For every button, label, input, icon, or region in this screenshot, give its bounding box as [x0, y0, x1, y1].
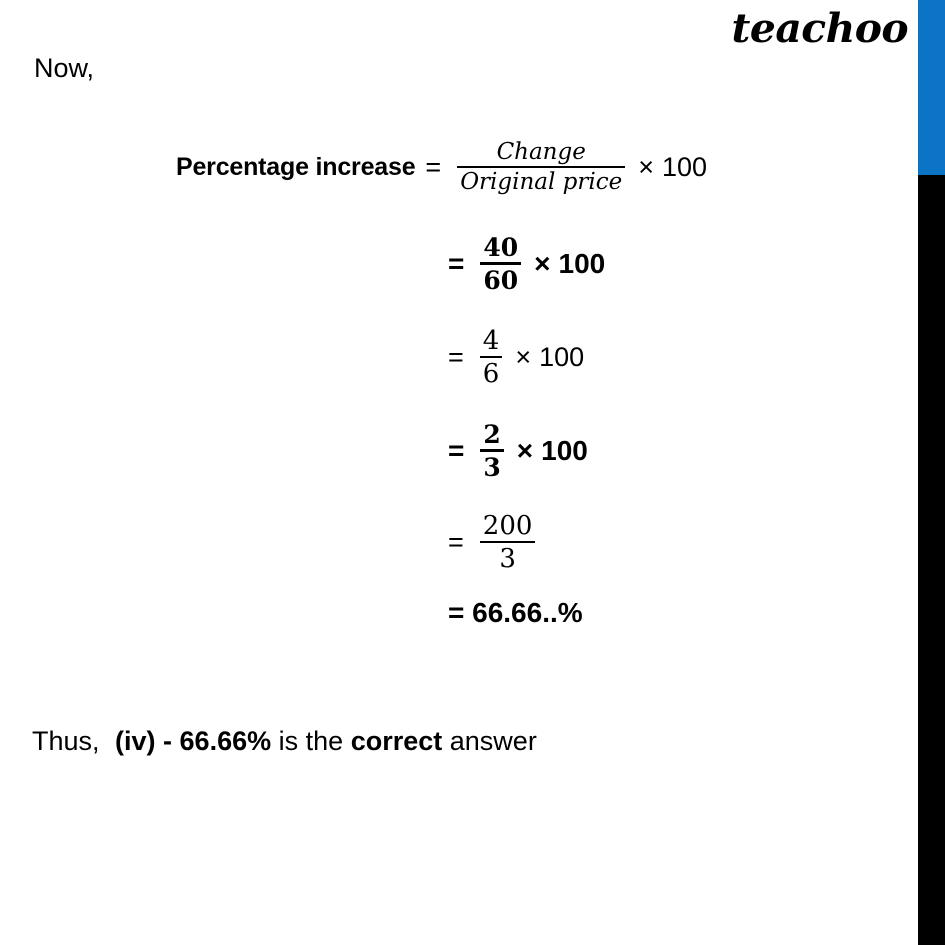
fraction-40-over-60: [480, 234, 521, 294]
equals-sign-step-40-60: =: [448, 248, 465, 279]
fraction-numerator-4: 4: [482, 326, 500, 356]
equals-sign-step-2-3: =: [448, 435, 465, 466]
equation-step-2-3: [448, 421, 588, 481]
conclusion-answer-option: (iv) - 66.66%: [115, 726, 272, 756]
equation-step-4-6: [448, 327, 584, 388]
multiplication-sign-step-2-3: ×: [516, 435, 534, 466]
result-value: = 66.66..%: [448, 597, 583, 628]
multiplier-step-4-6: 100: [539, 342, 585, 373]
formula-label: Percentage increase: [176, 152, 416, 181]
multiplication-sign-formula: ×: [638, 151, 655, 182]
equals-sign-formula: =: [425, 151, 442, 182]
fraction-4-over-6: [480, 327, 503, 388]
conclusion-emphasis: correct: [350, 726, 443, 756]
right-edge-black-bar: [918, 175, 945, 945]
conclusion-middle: is the: [278, 726, 344, 756]
fraction-2-over-3: [480, 421, 503, 481]
fraction-denominator-60: 60: [483, 266, 519, 295]
fraction-200-over-3: [480, 512, 536, 573]
equation-percentage-increase-formula: [176, 140, 707, 195]
fraction-denominator-3: 3: [499, 544, 516, 575]
fraction-numerator-40: 40: [483, 233, 519, 262]
multiplier-step-40-60: 100: [558, 248, 606, 279]
fraction-denominator-3: 3: [483, 453, 501, 482]
multiplication-sign-step-40-60: ×: [534, 248, 551, 279]
multiplication-sign-step-4-6: ×: [515, 342, 532, 373]
fraction-numerator-2: 2: [483, 420, 501, 449]
multiplier-step-2-3: 100: [541, 435, 588, 466]
conclusion-prefix: Thus,: [32, 726, 100, 756]
fraction-denominator-original-price: Original price: [460, 168, 623, 195]
equals-sign-step-200-3: =: [448, 527, 464, 558]
conclusion-suffix: answer: [449, 726, 537, 756]
fraction-change-over-original-price: [457, 140, 625, 195]
right-edge-blue-bar: [918, 0, 945, 175]
equation-step-40-60: [448, 234, 605, 294]
teachoo-logo: teachoo: [731, 5, 908, 52]
fraction-numerator-change: Change: [496, 139, 586, 165]
fraction-denominator-6: 6: [482, 359, 500, 390]
multiplier-formula: 100: [662, 151, 708, 182]
equals-sign-step-4-6: =: [448, 342, 464, 373]
equation-step-200-3: [448, 512, 542, 573]
intro-text: Now,: [34, 53, 95, 83]
conclusion-line: [32, 726, 537, 757]
fraction-numerator-200: 200: [482, 511, 533, 541]
